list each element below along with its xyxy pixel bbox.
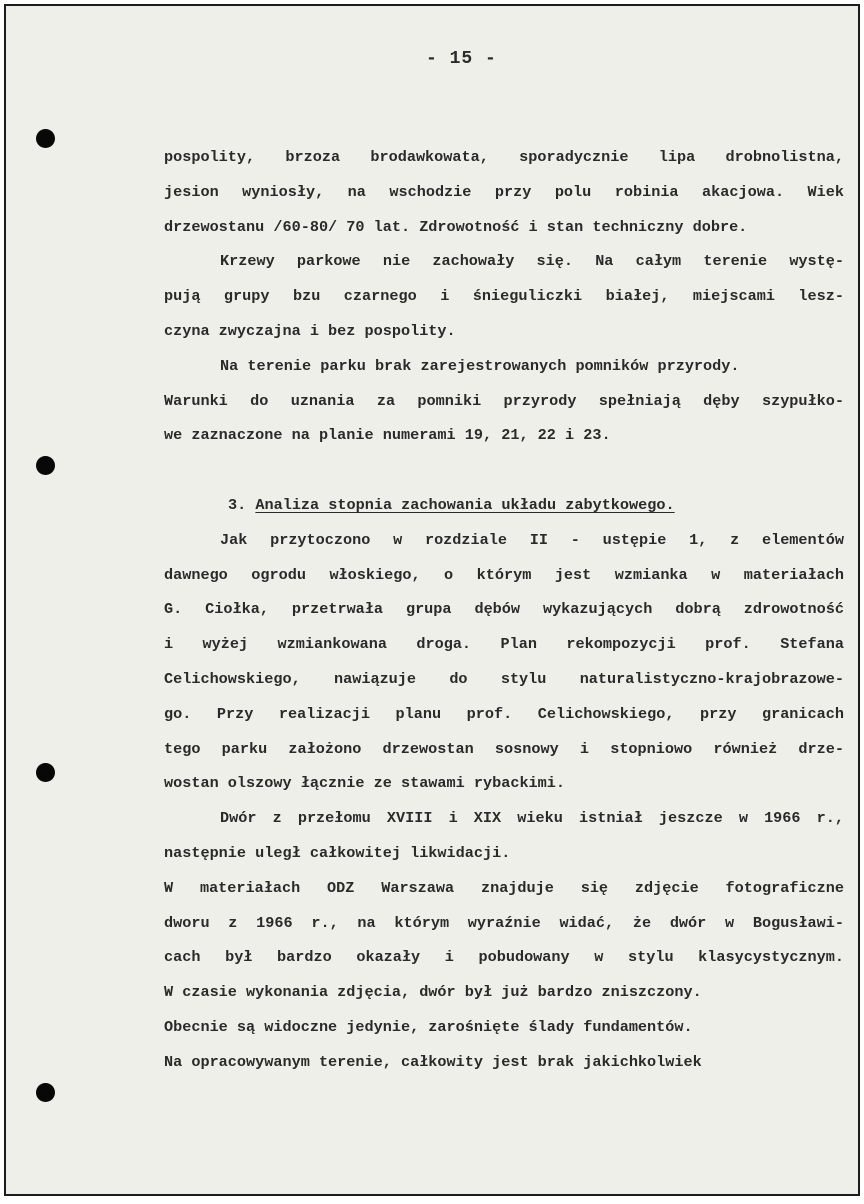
text-line: dawnego ogrodu włoskiego, o którym jest wzmianka w materiałach xyxy=(164,565,844,584)
text-line: Krzewy parkowe nie zachowały się. Na całym terenie wystę- xyxy=(220,252,844,271)
text-line: G. Ciołka, przetrwała grupa dębów wykazujących dobrą zdrowotność xyxy=(164,600,844,619)
text-line: tego parku założono drzewostan sosnowy i stopniowo również drze- xyxy=(164,739,844,758)
text-line: Jak przytoczono w rozdziale II - ustępie 1, z elementów xyxy=(220,530,844,549)
section-heading xyxy=(164,488,844,523)
text-line: Warunki do uznania za pomniki przyrody spełniają dęby szypułko- xyxy=(164,391,844,410)
text-line: Celichowskiego, nawiązuje do stylu naturalistyczno-krajobrazowe- xyxy=(164,669,844,688)
binder-hole xyxy=(36,763,55,782)
text-line: Na terenie parku brak zarejestrowanych pomników przyrody. xyxy=(220,356,740,375)
binder-hole xyxy=(36,456,55,475)
text-line: jesion wyniosły, na wschodzie przy polu robinia akacjowa. Wiek xyxy=(164,182,844,201)
binder-hole xyxy=(36,129,55,148)
body-text xyxy=(164,140,844,1080)
text-line: czyna zwyczajna i bez pospolity. xyxy=(164,321,456,340)
text-line: Obecnie są widoczne jedynie, zarośnięte ślady fundamentów. xyxy=(164,1017,693,1036)
text-line: następnie uległ całkowitej likwidacji. xyxy=(164,843,511,862)
text-line: pują grupy bzu czarnego i śnieguliczki białej, miejscami lesz- xyxy=(164,287,844,306)
text-line: i wyżej wzmiankowana droga. Plan rekompozycji prof. Stefana xyxy=(164,635,844,654)
text-line: we zaznaczone na planie numerami 19, 21, 22 i 23. xyxy=(164,426,611,445)
text-line: Na opracowywanym terenie, całkowity jest brak jakichkolwiek xyxy=(164,1052,702,1071)
text-line: W materiałach ODZ Warszawa znajduje się zdjęcie fotograficzne xyxy=(164,878,844,897)
text-line: Dwór z przełomu XVIII i XIX wieku istniał jeszcze w 1966 r., xyxy=(220,809,844,828)
blank-line xyxy=(164,453,844,488)
page-number: - 15 - xyxy=(426,49,497,69)
text-line: drzewostanu /60-80/ 70 lat. Zdrowotność i stan techniczny dobre. xyxy=(164,217,748,236)
text-line: W czasie wykonania zdjęcia, dwór był już bardzo zniszczony. xyxy=(164,983,702,1002)
text-line: pospolity, brzoza brodawkowata, sporadycznie lipa drobnolistna, xyxy=(164,148,844,166)
text-line: cach był bardzo okazały i pobudowany w stylu klasycystycznym. xyxy=(164,948,844,967)
text-line: wostan olszowy łącznie ze stawami rybackimi. xyxy=(164,774,566,793)
section-number: 3. xyxy=(228,495,247,514)
binder-hole xyxy=(36,1083,55,1102)
section-title: Analiza stopnia zachowania układu zabytkowego. xyxy=(255,495,675,514)
document-page xyxy=(4,4,860,1196)
text-line: dworu z 1966 r., na którym wyraźnie widać, że dwór w Bogusławi- xyxy=(164,913,844,932)
text-line: go. Przy realizacji planu prof. Celichowskiego, przy granicach xyxy=(164,704,844,723)
